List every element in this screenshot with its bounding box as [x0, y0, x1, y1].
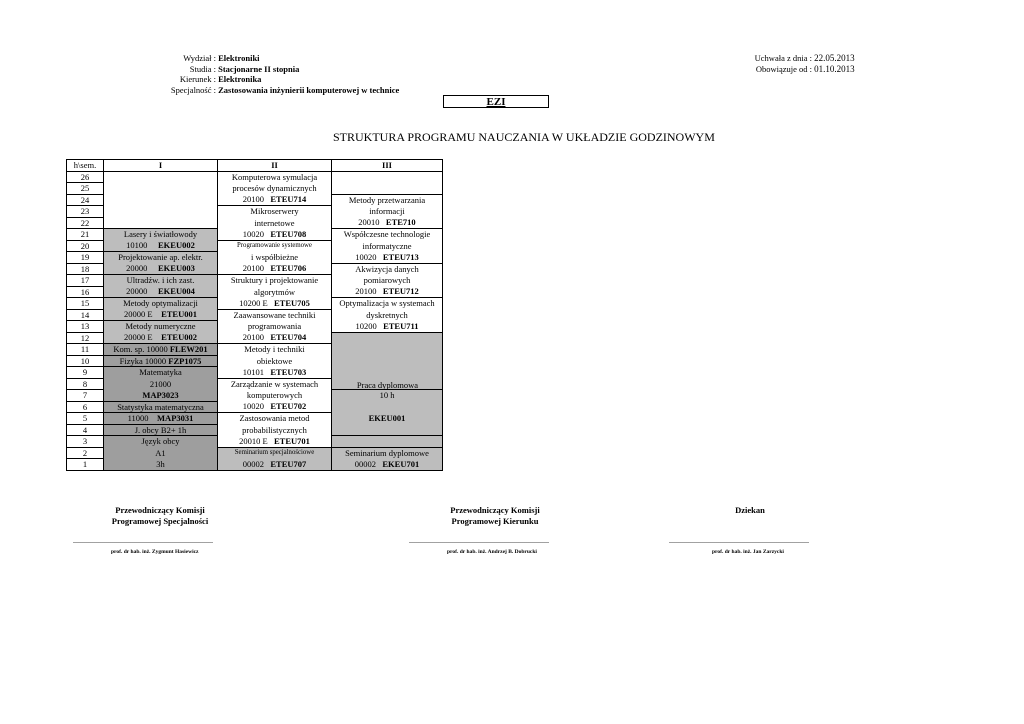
hour-cell: 6 — [67, 401, 104, 413]
sem2-cell: 00002 ETEU707 — [218, 459, 332, 471]
table-row — [67, 332, 443, 344]
sem1-cell: Matematyka — [104, 367, 218, 379]
table-row — [67, 459, 443, 471]
sem2-cell: Mikroserwery — [218, 206, 332, 218]
sem2-cell: 20100 ETEU714 — [218, 194, 332, 206]
hour-cell: 16 — [67, 286, 104, 298]
hour-cell: 12 — [67, 332, 104, 344]
sem2-cell: Programowanie systemowe — [218, 240, 332, 252]
sem3-cell: dyskretnych — [332, 309, 443, 321]
hour-cell: 26 — [67, 171, 104, 183]
sem1-cell: Ultradźw. i ich zast. — [104, 275, 218, 287]
hour-cell: 14 — [67, 309, 104, 321]
sem3-cell: EKEU001 — [332, 413, 443, 425]
sem2-cell: i współbieżne — [218, 252, 332, 264]
signature-block-field: Przewodniczący Komisji Programowej Kierunku — [450, 505, 540, 526]
sem3-cell: Seminarium dyplomowe — [332, 447, 443, 459]
signer-field: prof. dr hab. inż. Andrzej B. Dobrucki — [447, 549, 537, 555]
hour-cell: 10 — [67, 355, 104, 367]
table-row — [67, 275, 443, 287]
sem1-cell: Projektowanie ap. elektr. — [104, 252, 218, 264]
sem1-cell: 20000 EKEU003 — [104, 263, 218, 275]
sem2-cell: 20100 ETEU706 — [218, 263, 332, 275]
sem3-empty-cell — [332, 436, 443, 448]
sem2-cell: 10020 ETEU708 — [218, 229, 332, 241]
hours-structure-table — [66, 159, 443, 471]
hour-cell: 8 — [67, 378, 104, 390]
hour-cell: 7 — [67, 390, 104, 402]
table-row — [67, 413, 443, 425]
table-row — [67, 436, 443, 448]
program-code: EZI — [443, 95, 549, 108]
sem3-cell: 20100 ETEU712 — [332, 286, 443, 298]
sem1-cell: MAP3023 — [104, 390, 218, 402]
valid-from-row: Obowiązuje od : 01.10.2013 — [755, 63, 855, 74]
resolution-date-row: Uchwała z dnia : 22.05.2013 — [754, 53, 855, 63]
hour-cell: 4 — [67, 424, 104, 436]
table-row — [67, 401, 443, 413]
table-row — [67, 171, 443, 183]
table-row — [67, 390, 443, 402]
hour-cell: 13 — [67, 321, 104, 333]
sem1-cell: Lasery i światłowody — [104, 229, 218, 241]
table-row — [67, 321, 443, 333]
sem2-cell: 20010 E ETEU701 — [218, 436, 332, 448]
sem3-cell: Metody przetwarzania — [332, 194, 443, 206]
sem1-cell: Metody numeryczne — [104, 321, 218, 333]
signature-line-dean: ...................................................................... — [669, 536, 809, 545]
hour-cell: 25 — [67, 183, 104, 195]
sem2-cell: procesów dynamicznych — [218, 183, 332, 195]
sem2-cell: algorytmów — [218, 286, 332, 298]
field-row: Kierunek : Elektronika — [179, 74, 262, 84]
sem2-cell: Metody i techniki — [218, 344, 332, 356]
hour-cell: 9 — [67, 367, 104, 379]
header-faculty-info — [150, 53, 399, 95]
hour-cell: 1 — [67, 459, 104, 471]
signature-block-specialty: Przewodniczący Komisji Programowej Specjalności — [111, 505, 209, 526]
sem3-cell: 10 h — [332, 390, 443, 402]
table-row — [67, 424, 443, 436]
sem1-cell: 3h — [104, 459, 218, 471]
sem2-cell: obiektowe — [218, 355, 332, 367]
table-row — [67, 252, 443, 264]
table-row — [67, 447, 443, 459]
sem3-cell: 20010 ETE710 — [332, 217, 443, 229]
sem3-empty-cell — [332, 424, 443, 436]
hour-cell: 2 — [67, 447, 104, 459]
sem2-cell: Zaawansowane techniki — [218, 309, 332, 321]
table-row — [67, 286, 443, 298]
sem3-cell: Optymalizacja w systemach — [332, 298, 443, 310]
semester-1-header: I — [104, 160, 218, 172]
sem2-cell: 20100 ETEU704 — [218, 332, 332, 344]
sem1-cell: 21000 — [104, 378, 218, 390]
sem1-cell: 20000 EKEU004 — [104, 286, 218, 298]
semester-2-header: II — [218, 160, 332, 172]
sem2-cell: Struktury i projektowanie — [218, 275, 332, 287]
sem2-cell: 10101 ETEU703 — [218, 367, 332, 379]
sem1-cell: Fizyka 10000 FZP1075 — [104, 355, 218, 367]
signature-line-field: ...................................................................... — [409, 536, 549, 545]
semester-3-header: III — [332, 160, 443, 172]
sem3-cell: informatyczne — [332, 240, 443, 252]
hour-cell: 20 — [67, 240, 104, 252]
hour-cell: 19 — [67, 252, 104, 264]
sem1-cell: Język obcy — [104, 436, 218, 448]
sem1-empty-cell — [104, 171, 218, 229]
table-header-row — [67, 160, 443, 172]
hour-cell: 24 — [67, 194, 104, 206]
sem3-empty-cell — [332, 171, 443, 194]
hour-cell: 11 — [67, 344, 104, 356]
hour-cell: 22 — [67, 217, 104, 229]
sem1-cell: Statystyka matematyczna — [104, 401, 218, 413]
specialty-row: Specjalność : Zastosowania inżynierii komputerowej w technice — [170, 84, 400, 95]
sem3-cell: Współczesne technologie — [332, 229, 443, 241]
hours-semester-header: h\sem. — [67, 160, 104, 172]
sem2-cell: internetowe — [218, 217, 332, 229]
sem2-cell: Seminarium specjalnościowe — [218, 447, 332, 459]
sem2-cell: probabilistycznych — [218, 424, 332, 436]
hour-cell: 23 — [67, 206, 104, 218]
sem2-cell: Zarządzanie w systemach — [218, 378, 332, 390]
sem1-cell: A1 — [104, 447, 218, 459]
thesis-label: Praca dyplomowa — [356, 380, 419, 390]
table-row — [67, 309, 443, 321]
hour-cell: 21 — [67, 229, 104, 241]
sem1-cell: 20000 E ETEU002 — [104, 332, 218, 344]
table-row — [67, 240, 443, 252]
table-row — [67, 298, 443, 310]
hour-cell: 15 — [67, 298, 104, 310]
sem2-cell: 10020 ETEU702 — [218, 401, 332, 413]
sem1-cell: 10100 EKEU002 — [104, 240, 218, 252]
hour-cell: 17 — [67, 275, 104, 287]
sem2-cell: komputerowych — [218, 390, 332, 402]
sem1-cell: 20000 E ETEU001 — [104, 309, 218, 321]
studies-row: Studia : Stacjonarne II stopnia — [189, 63, 300, 74]
sem3-cell: 00002 EKEU701 — [332, 459, 443, 471]
faculty-row: Wydział : Elektroniki — [183, 53, 260, 63]
signer-specialty: prof. dr hab. inż. Zygmunt Hasiewicz — [111, 549, 199, 555]
sem3-cell: informacji — [332, 206, 443, 218]
sem2-cell: Komputerowa symulacja — [218, 171, 332, 183]
sem3-cell: Akwizycja danych — [332, 263, 443, 275]
signature-block-dean: Dziekan — [735, 505, 765, 515]
table-row — [67, 263, 443, 275]
sem1-cell: J. obcy B2+ 1h — [104, 424, 218, 436]
sem1-cell: 11000 MAP3031 — [104, 413, 218, 425]
sem1-cell: Metody optymalizacji — [104, 298, 218, 310]
sem3-empty-cell — [332, 401, 443, 413]
sem3-cell: 10200 ETEU711 — [332, 321, 443, 333]
table-row — [67, 229, 443, 241]
signature-line-specialty: ...................................................................... — [73, 536, 213, 545]
sem3-cell: 10020 ETEU713 — [332, 252, 443, 264]
hour-cell: 5 — [67, 413, 104, 425]
sem2-cell: Zastosowania metod — [218, 413, 332, 425]
hour-cell: 3 — [67, 436, 104, 448]
sem3-cell: pomiarowych — [332, 275, 443, 287]
sem1-cell: Kom. sp. 10000 FLEW201 — [104, 344, 218, 356]
sem2-cell: programowania — [218, 321, 332, 333]
hour-cell: 18 — [67, 263, 104, 275]
document-title: STRUKTURA PROGRAMU NAUCZANIA W UKŁADZIE GODZINOWYM — [333, 130, 715, 144]
sem2-cell: 10200 E ETEU705 — [218, 298, 332, 310]
signer-dean: prof. dr hab. inż. Jan Zarzycki — [712, 549, 784, 555]
header-resolution-info — [738, 53, 855, 74]
